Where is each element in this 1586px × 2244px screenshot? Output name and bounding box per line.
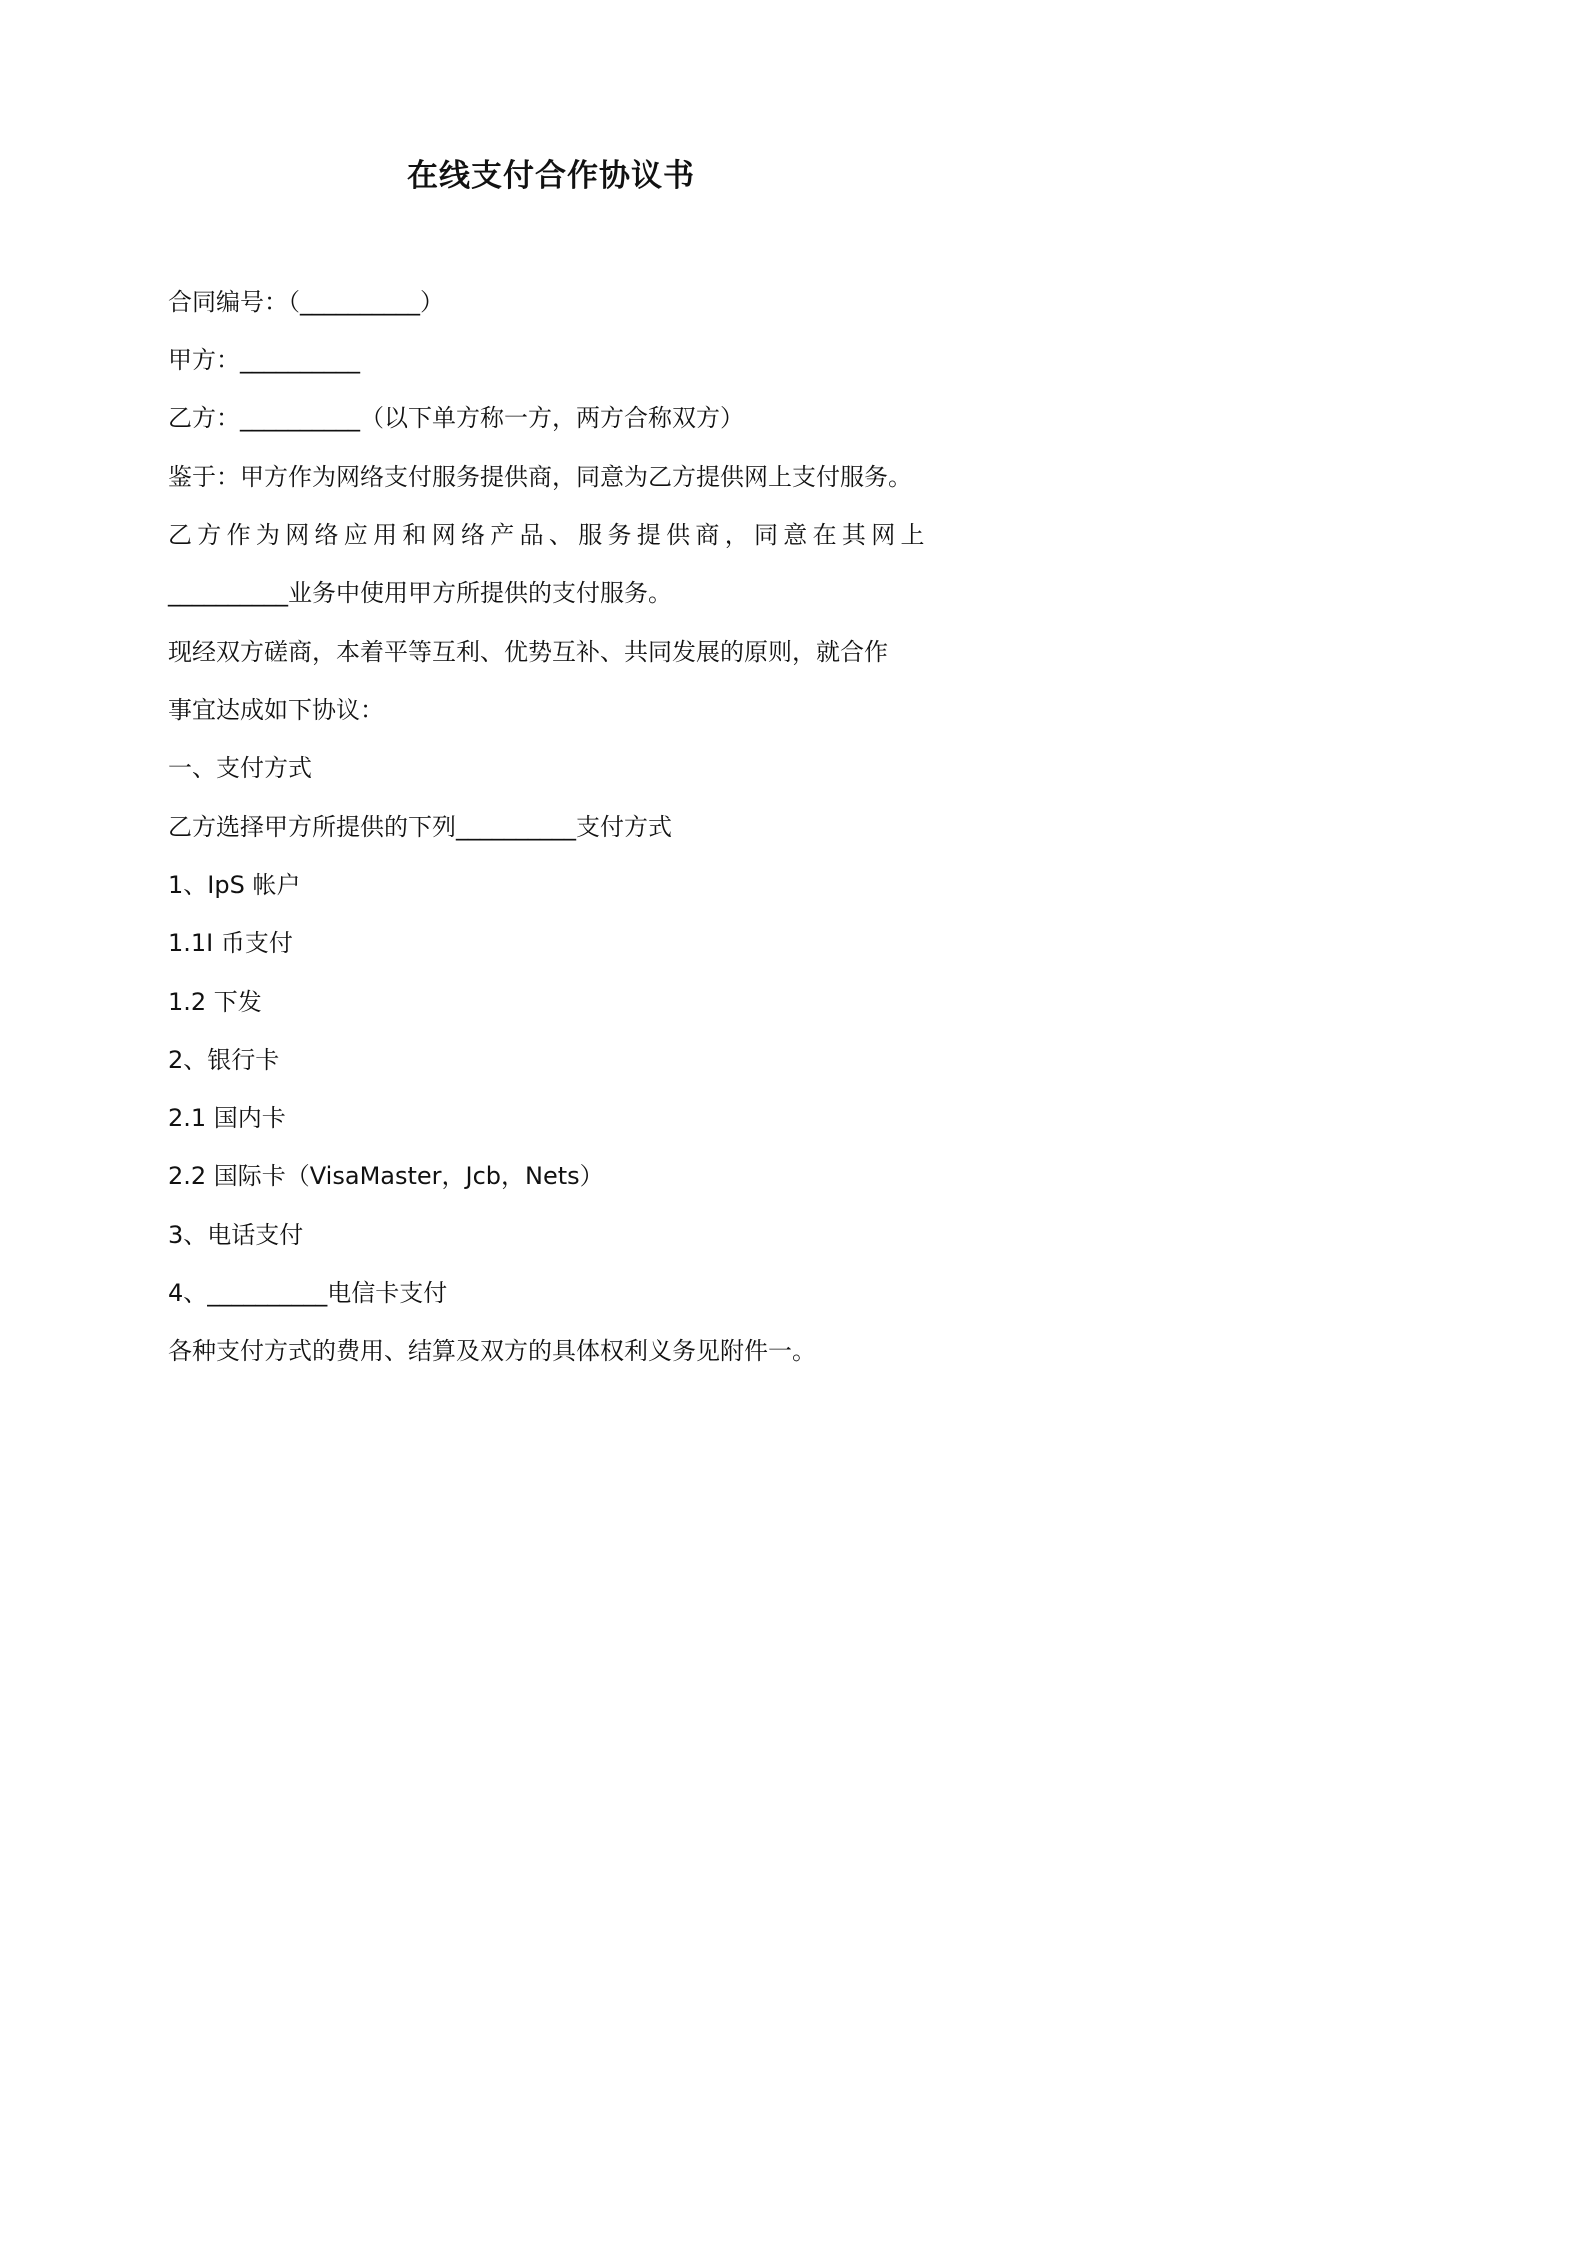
party-b-line: 乙方：__________（以下单方称一方，两方合称双方）: [168, 404, 744, 432]
list-item-international-card: 2.2 国际卡（VisaMaster，Jcb，Nets）: [168, 1162, 604, 1190]
list-item-ips-account: 1、IpS 帐户: [168, 871, 301, 899]
list-item-i-coin: 1.1I 币支付: [168, 929, 293, 957]
agreement-intro-line: 事宜达成如下协议：: [168, 696, 384, 724]
list-item-phone-payment: 3、电话支付: [168, 1221, 304, 1249]
document-title: 在线支付合作协议书: [407, 158, 695, 194]
business-usage-line: __________业务中使用甲方所提供的支付服务。: [168, 579, 672, 607]
list-item-bank-card: 2、银行卡: [168, 1046, 280, 1074]
list-item-domestic-card: 2.1 国内卡: [168, 1104, 286, 1132]
contract-number-line: 合同编号：（__________）: [168, 288, 444, 316]
document-page: [0, 0, 1102, 1560]
party-b-description-line: 乙方作为网络应用和网络产品、服务提供商，同意在其网上: [168, 521, 930, 549]
party-a-line: 甲方：__________: [168, 346, 360, 374]
fees-reference-line: 各种支付方式的费用、结算及双方的具体权利义务见附件一。: [168, 1337, 816, 1365]
section-heading-payment-methods: 一、支付方式: [168, 754, 312, 782]
negotiation-line: 现经双方磋商，本着平等互利、优势互补、共同发展的原则，就合作: [168, 638, 888, 666]
whereas-line: 鉴于：甲方作为网络支付服务提供商，同意为乙方提供网上支付服务。: [168, 463, 912, 491]
list-item-telecom-card: 4、__________电信卡支付: [168, 1279, 448, 1307]
list-item-payout: 1.2 下发: [168, 988, 262, 1016]
payment-choice-line: 乙方选择甲方所提供的下列__________支付方式: [168, 813, 672, 841]
